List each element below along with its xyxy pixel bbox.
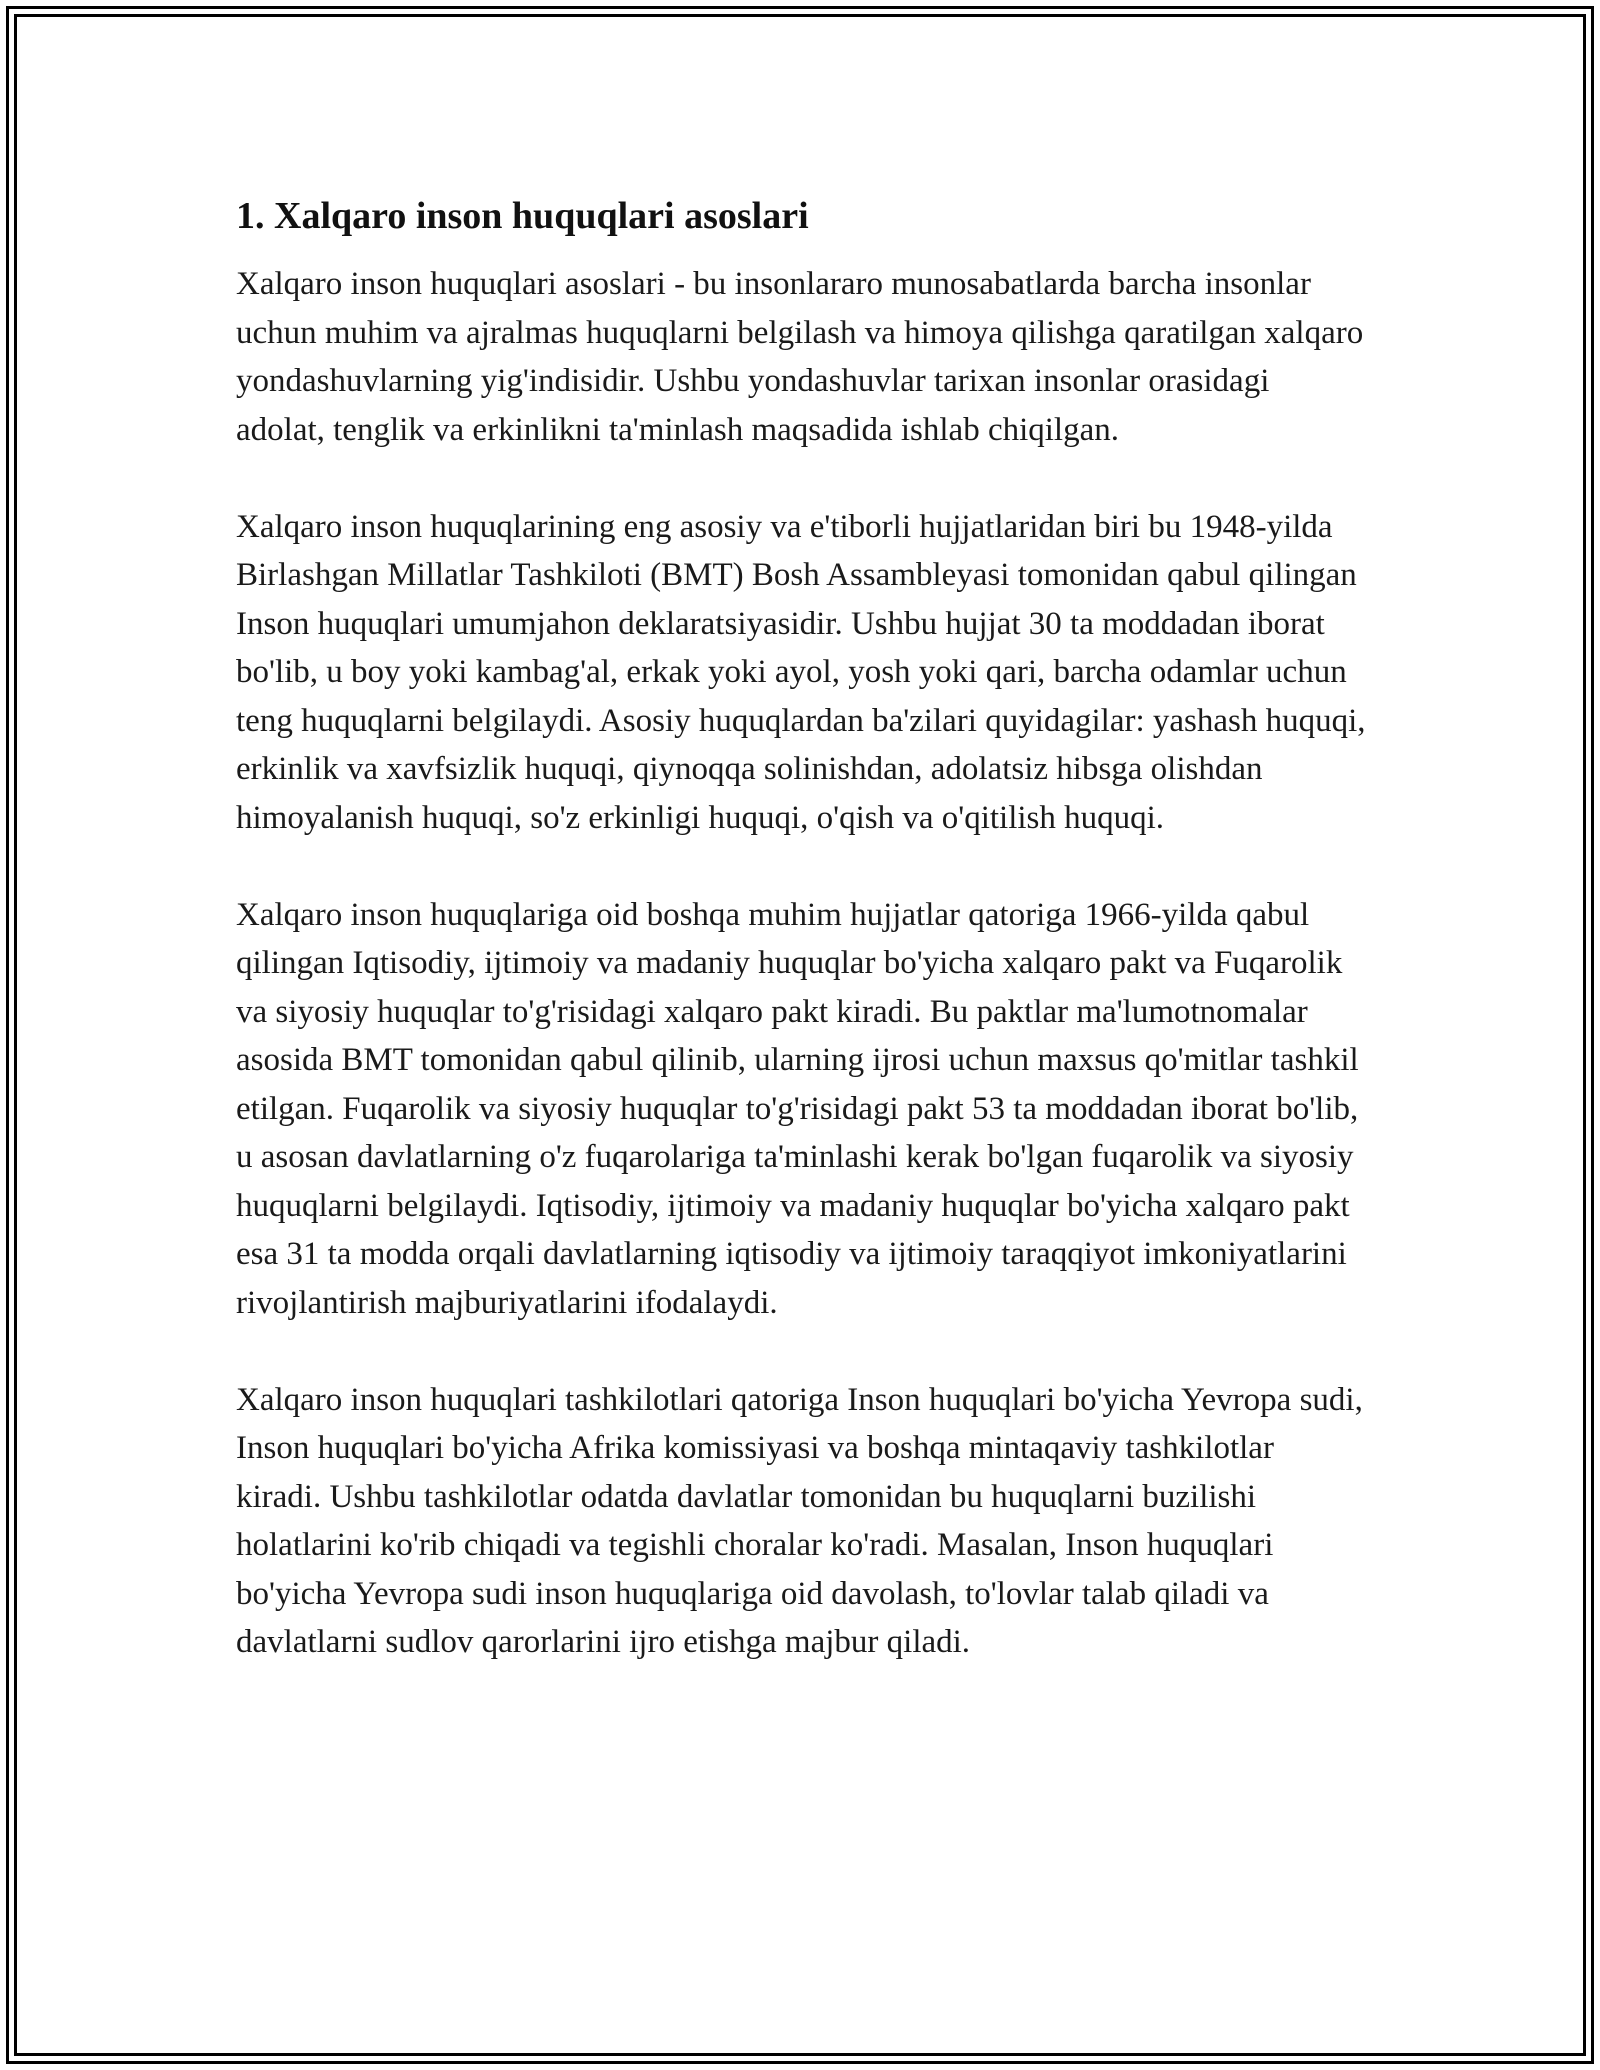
paragraph-3: Xalqaro inson huquqlariga oid boshqa muhim hujjatlar qatoriga 1966-yilda qabul qilingan Iqtisodiy, ijtimoiy va madaniy huquqlar bo'yicha xalqaro pakt va Fuqarolik va siyosiy huquqlar to'g'risidagi xalqaro pakt kiradi. Bu paktlar ma'lumotnomalar asosida BMT tomonidan qabul qilinib, ularning ijrosi uchun maxsus qo'mitlar tashkil etilgan. Fuqarolik va siyosiy huquqlar to'g'risidagi pakt 53 ta moddadan iborat bo'lib, u asosan davlatlarning o'z fuqarolariga ta'minlashi kerak bo'lgan fuqarolik va siyosiy huquqlarni belgilaydi. Iqtisodiy, ijtimoiy va madaniy huquqlar bo'yicha xalqaro pakt esa 31 ta modda orqali davlatlarning iqtisodiy va ijtimoiy taraqqiyot imkoniyatlarini rivojlantirish majburiyatlarini ifodalaydi.: [236, 896, 1359, 1321]
paragraph-2: Xalqaro inson huquqlarining eng asosiy va e'tiborli hujjatlaridan biri bu 1948-yilda Birlashgan Millatlar Tashkiloti (BMT) Bosh Assambleyasi tomonidan qabul qilingan Inson huquqlari umumjahon deklaratsiyasidir. Ushbu hujjat 30 ta moddadan iborat bo'lib, u boy yoki kambag'al, erkak yoki ayol, yosh yoki qari, barcha odamlar uchun teng huquqlarni belgilaydi. Asosiy huquqlardan ba'zilari quyidagilar: yashash huquqi, erkinlik va xavfsizlik huquqi, qiynoqqa solinishdan, adolatsiz hibsga olishdan himoyalanish huquqi, so'z erkinligi huquqi, o'qish va o'qitilish huquqi.: [236, 508, 1366, 836]
section-heading: 1. Xalqaro inson huquqlari asoslari: [236, 195, 809, 237]
document-body: [236, 188, 1366, 1667]
paragraph-1: Xalqaro inson huquqlari asoslari - bu insonlararo munosabatlarda barcha insonlar uchun muhim va ajralmas huquqlarni belgilash va himoya qilishga qaratilgan xalqaro yondashuvlarning yig'indisidir. Ushbu yondashuvlar tarixan insonlar orasidagi adolat, tenglik va erkinlikni ta'minlash maqsadida ishlab chiqilgan.: [236, 266, 1364, 448]
paragraph-4: Xalqaro inson huquqlari tashkilotlari qatoriga Inson huquqlari bo'yicha Yevropa sudi, Inson huquqlari bo'yicha Afrika komissiyasi va boshqa mintaqaviy tashkilotlar kiradi. Ushbu tashkilotlar odatda davlatlar tomonidan bu huquqlarni buzilishi holatlarini ko'rib chiqadi va tegishli choralar ko'radi. Masalan, Inson huquqlari bo'yicha Yevropa sudi inson huquqlariga oid davolash, to'lovlar talab qiladi va davlatlarni sudlov qarorlarini ijro etishga majbur qiladi.: [236, 1381, 1363, 1660]
